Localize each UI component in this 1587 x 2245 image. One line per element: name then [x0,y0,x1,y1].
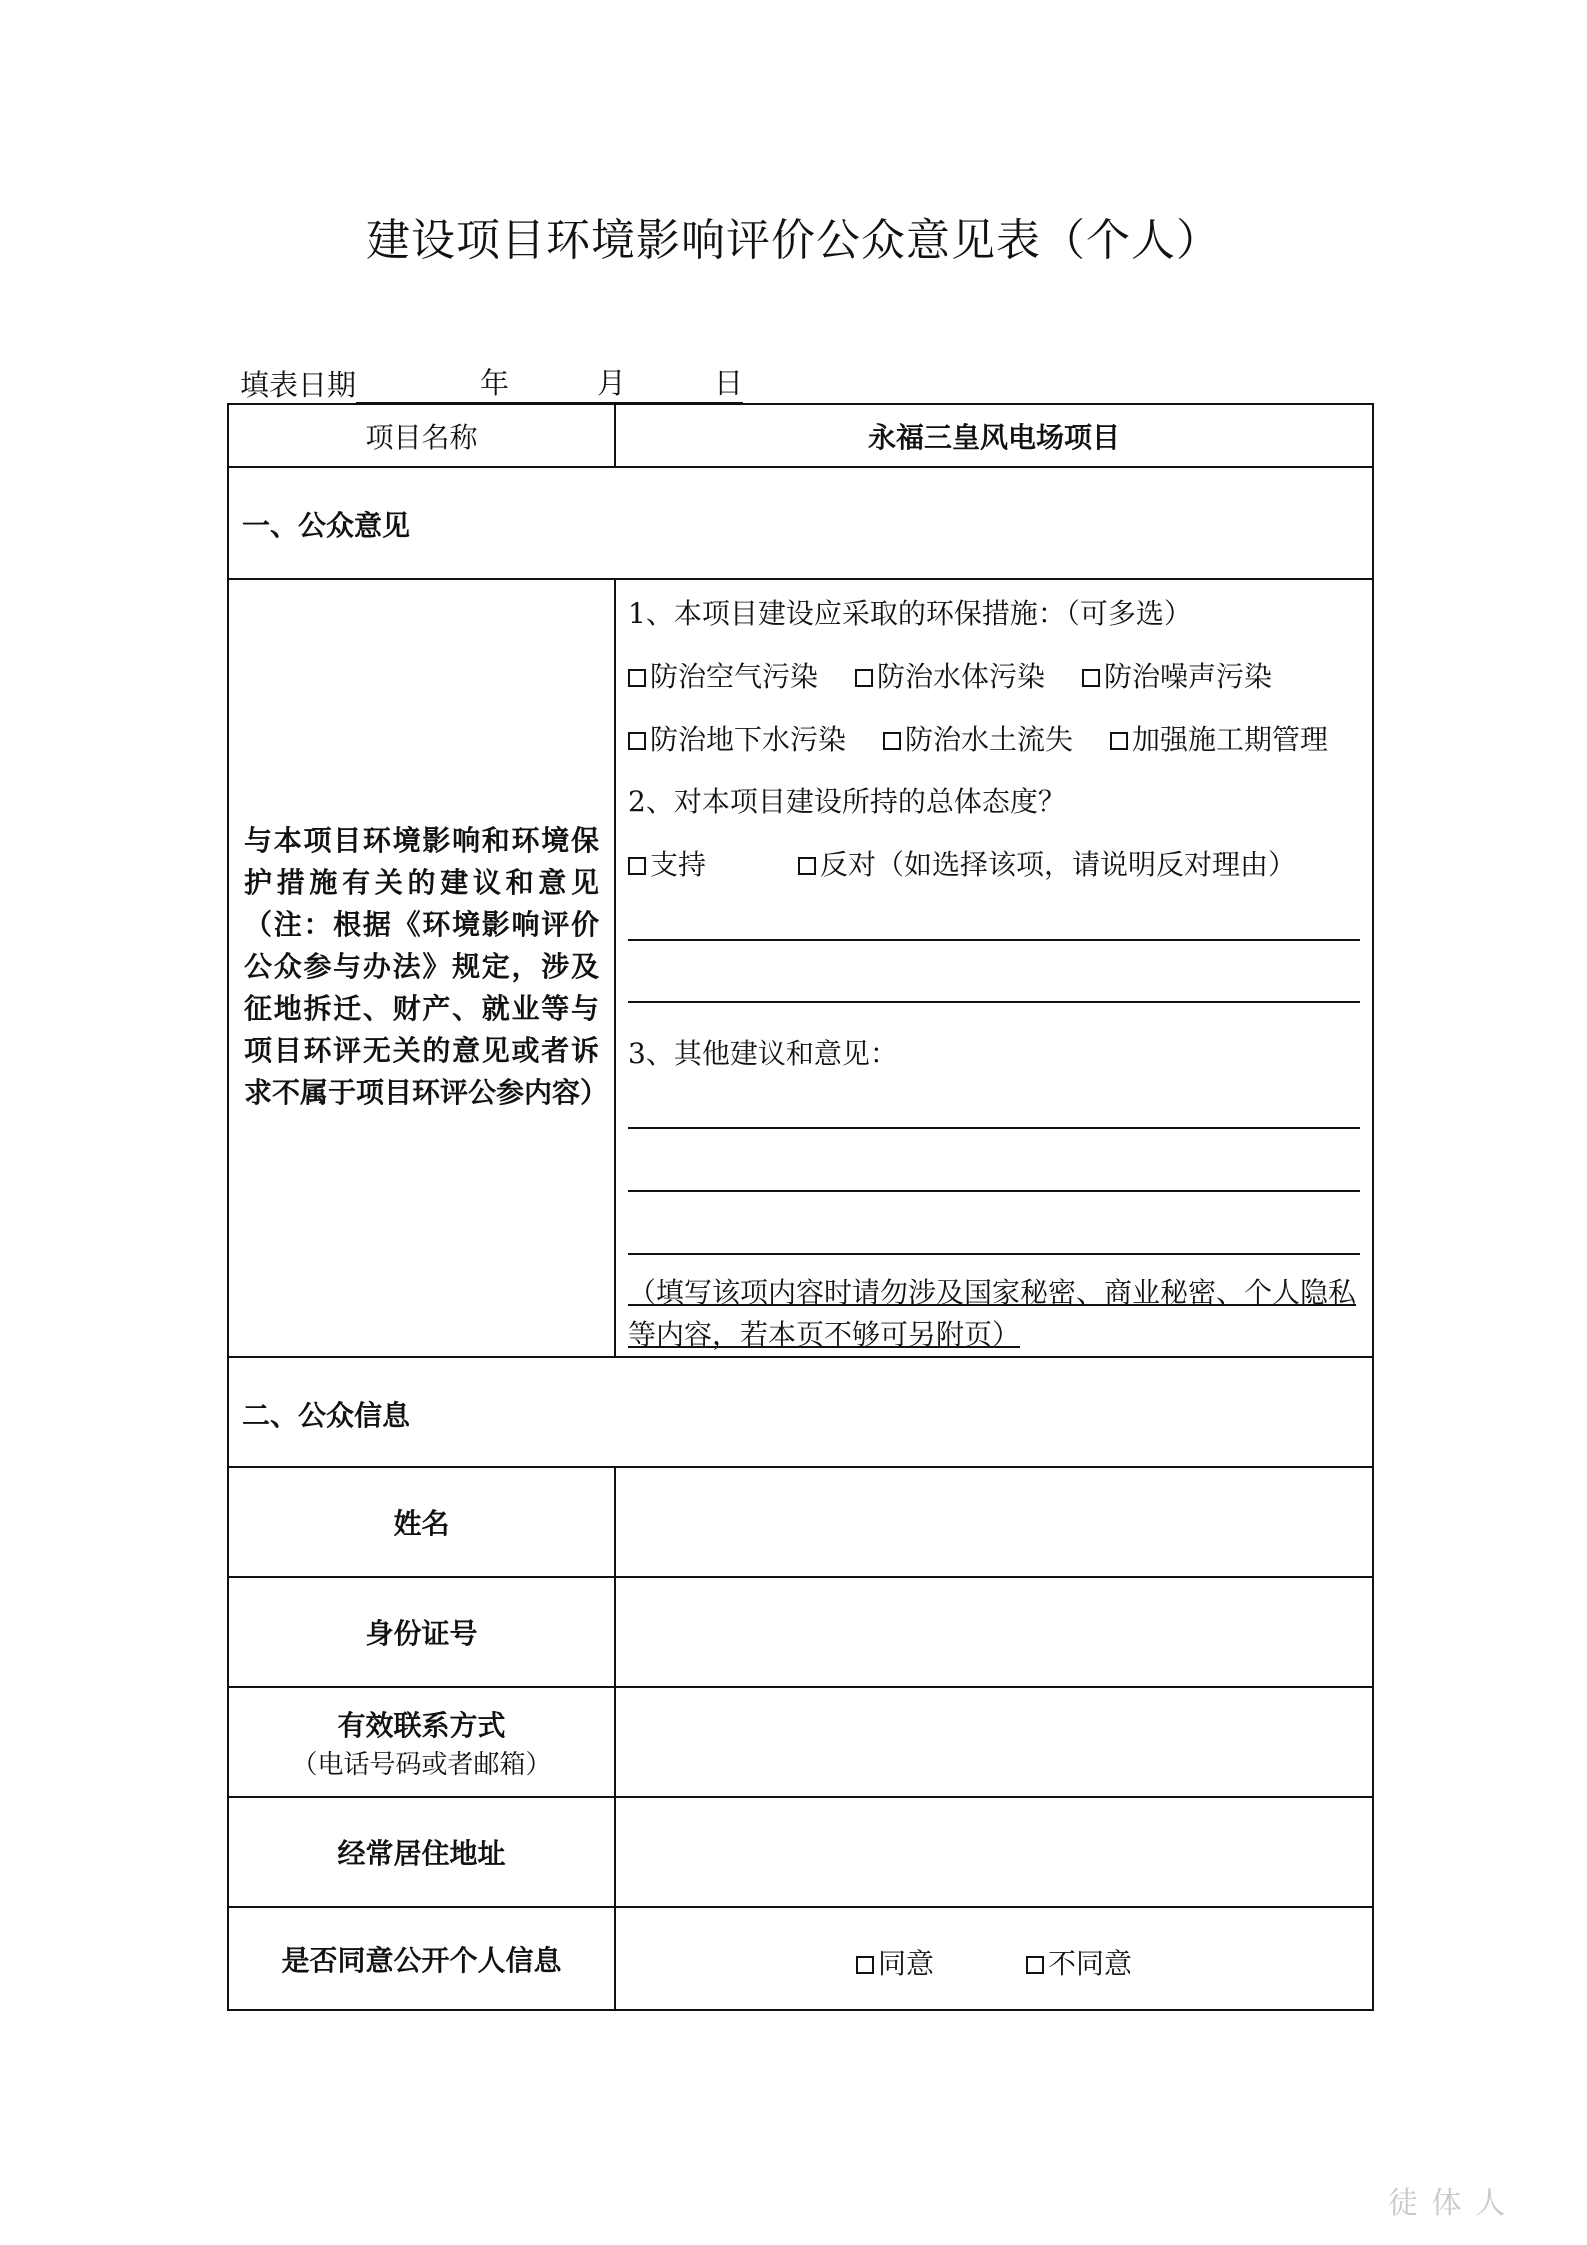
option-label: 防治水体污染 [877,660,1046,693]
contact-label [229,1688,614,1796]
checkbox-soil-erosion[interactable] [883,718,1073,758]
col-divider [614,578,616,1357]
option-label: 加强施工期管理 [1132,723,1329,756]
address-label: 经常居住地址 [337,1837,506,1870]
other-suggestion-line[interactable] [628,1253,1360,1255]
checkbox-consent-agree[interactable] [856,1942,934,1982]
checkbox-icon [628,857,646,875]
contact-field[interactable] [616,1688,1372,1796]
checkbox-construction-management[interactable] [1110,718,1328,758]
question-3: 3、其他建议和意见： [628,1037,898,1070]
section-heading-opinion: 一、公众意见 [242,509,411,542]
date-month-blank[interactable] [509,372,597,404]
date-day-label: 日 [714,361,743,404]
name-field[interactable] [616,1468,1372,1576]
section-heading-public-info: 二、公众信息 [242,1399,411,1432]
date-label: 填表日期 [240,368,357,402]
row-divider [227,578,1374,580]
watermark-logo: 徒 体 人 [1388,2186,1508,2221]
option-label: 防治地下水污染 [650,723,847,756]
option-label: 支持 [650,848,707,881]
date-year-blank[interactable] [356,372,480,404]
date-row [240,361,743,401]
checkbox-icon [628,732,646,750]
checkbox-icon [628,669,646,687]
project-name-value: 永福三皇风电场项目 [867,420,1120,454]
checkbox-icon [883,732,901,750]
option-label: 反对（如选择该项，请说明反对理由） [820,848,1297,881]
date-month-label: 月 [597,361,626,404]
checkbox-icon [1082,669,1100,687]
checkbox-consent-disagree[interactable] [1026,1942,1132,1982]
question-2: 2、对本项目建设所持的总体态度？ [628,785,1066,818]
contact-label-sub: （电话号码或者邮箱） [291,1749,552,1780]
checkbox-noise-pollution[interactable] [1082,655,1272,695]
project-name-label: 项目名称 [365,420,478,454]
other-suggestion-line[interactable] [628,1127,1360,1129]
oppose-reason-line[interactable] [628,939,1360,941]
checkbox-icon [798,857,816,875]
privacy-note: （填写该项内容时请勿涉及国家秘密、商业秘密、个人隐私等内容，若本页不够可另附页） [628,1276,1357,1351]
question-1: 1、本项目建设应采取的环保措施：（可多选） [628,597,1192,630]
checkbox-air-pollution[interactable] [628,655,818,695]
page-title: 建设项目环境影响评价公众意见表（个人） [366,215,1221,266]
other-suggestion-line[interactable] [628,1190,1360,1192]
checkbox-groundwater-pollution[interactable] [628,718,846,758]
name-label: 姓名 [393,1507,450,1540]
oppose-reason-line[interactable] [628,1001,1360,1003]
address-field[interactable] [616,1798,1372,1906]
date-day-blank[interactable] [626,372,714,404]
id-number-label: 身份证号 [365,1617,478,1650]
row-divider [227,1356,1374,1358]
option-label: 同意 [878,1947,935,1980]
option-label: 防治噪声污染 [1104,660,1273,693]
id-number-field[interactable] [616,1578,1372,1686]
option-label: 防治空气污染 [650,660,819,693]
checkbox-water-pollution[interactable] [855,655,1045,695]
checkbox-icon [855,669,873,687]
checkbox-icon [1026,1956,1044,1974]
checkbox-support[interactable] [628,843,706,883]
consent-label: 是否同意公开个人信息 [281,1943,562,1977]
checkbox-icon [1110,732,1128,750]
date-year-label: 年 [480,361,509,404]
checkbox-icon [856,1956,874,1974]
checkbox-oppose[interactable] [798,843,1296,883]
option-label: 防治水土流失 [905,723,1074,756]
option-label: 不同意 [1048,1947,1133,1980]
contact-label-main: 有效联系方式 [337,1708,506,1742]
opinion-instruction: 与本项目环境影响和环境保护措施有关的建议和意见（注：根据《环境影响评价公众参与办法》规定，涉及征地拆迁、财产、就业等与项目环评无关的意见或者诉求不属于项目环评公参内容） [244,824,609,1109]
row-divider [227,466,1374,468]
